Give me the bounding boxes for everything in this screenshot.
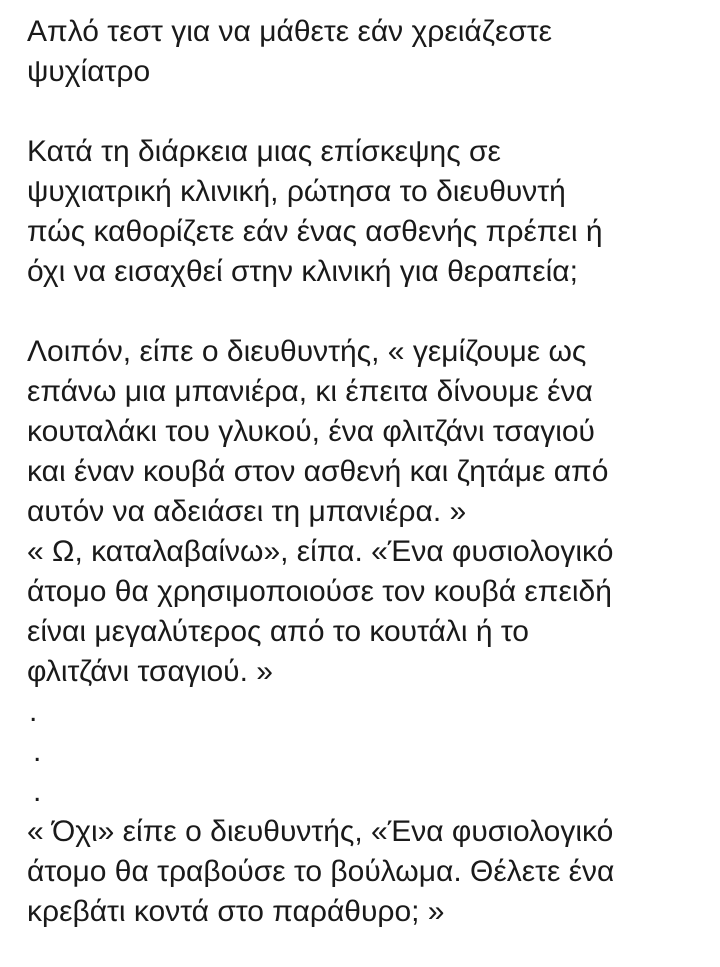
paragraph-visit: Κατά τη διάρκεια μιας επίσκεψης σε ψυχιατρική κλινική, ρώτησα το διευθυντή πώς καθορίζετε εάν ένας ασθενής πρέπει ή όχι να εισαχθεί στην κλινική για θεραπεία; [27,135,603,288]
title-text: Απλό τεστ για να μάθετε εάν χρειάζεστε ψυχίατρο [27,15,553,88]
paragraph-gap [27,292,704,332]
paragraph-gap [27,92,704,132]
ellipsis-line [27,732,704,772]
dot-1: . [29,695,38,728]
paragraph-punchline: « Όχι» είπε ο διευθυντής, «Ένα φυσιολογικό άτομο θα τραβούσε το βούλωμα. Θέλετε ένα κρεβάτι κοντά στο παράθυρο; » [27,815,615,928]
dot-2: . [33,735,42,768]
paragraph-narrator-reply: « Ω, καταλαβαίνω», είπα. «Ένα φυσιολογικό άτομο θα χρησιμοποιούσε τον κουβά επειδή είναι μεγαλύτερος από το κουτάλι ή το φλιτζάνι τσαγιού. » [27,535,614,688]
paragraph-director-answer: Λοιπόν, είπε ο διευθυντής, « γεμίζουμε ως επάνω μια μπανιέρα, κι έπειτα δίνουμε ένα κουταλάκι του γλυκού, ένα φλιτζάνι τσαγιού και έναν κουβά στον ασθενή και ζητάμε από αυτόν να αδειάσει τη μπανιέρα. » [27,335,609,528]
ellipsis-line [27,772,704,812]
ellipsis-line [27,692,704,732]
dot-3: . [33,775,42,808]
